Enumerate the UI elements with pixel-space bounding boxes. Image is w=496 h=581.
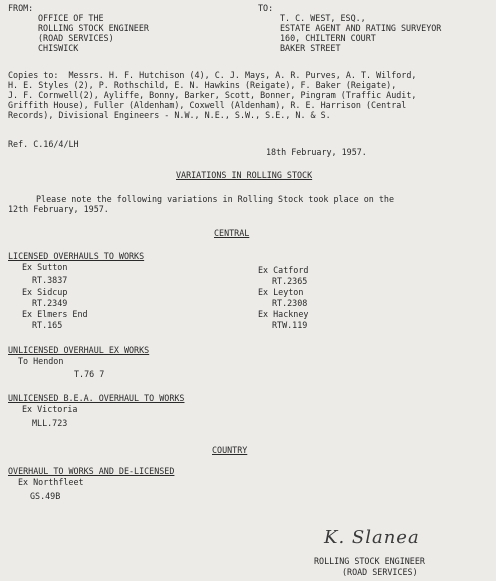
country-heading: COUNTRY [212, 445, 248, 455]
copies-line-3: J. F. Cornwell(2), Ayliffe, Bonny, Barker, Scott, Bonner, Pingram (Traffic Audit, [8, 90, 417, 100]
signatory-title-2: (ROAD SERVICES) [342, 567, 418, 577]
licensed-vehicle-5: RT.2308 [272, 298, 308, 308]
licensed-from-3: Ex Elmers End [22, 309, 88, 319]
copies-line-4: Griffith House), Fuller (Aldenham), Coxwell (Aldenham), R. E. Harrison (Central [8, 100, 407, 110]
licensed-vehicle-4: RT.2365 [272, 276, 308, 286]
licensed-vehicle-1: RT.3837 [32, 275, 68, 285]
country-overhaul-heading: OVERHAUL TO WORKS AND DE-LICENSED [8, 466, 175, 476]
from-line-4: CHISWICK [38, 43, 79, 53]
from-line-2: ROLLING STOCK ENGINEER [38, 23, 149, 33]
to-line-2: ESTATE AGENT AND RATING SURVEYOR [280, 23, 442, 33]
intro-line-1: Please note the following variations in Rolling Stock took place on the [36, 194, 394, 204]
bea-from: Ex Victoria [22, 404, 78, 414]
bea-vehicle: MLL.723 [32, 418, 68, 428]
from-line-1: OFFICE OF THE [38, 13, 104, 23]
from-line-3: (ROAD SERVICES) [38, 33, 114, 43]
country-vehicle: GS.49B [30, 491, 61, 501]
licensed-from-1: Ex Sutton [22, 262, 68, 272]
date: 18th February, 1957. [266, 147, 367, 157]
central-heading: CENTRAL [214, 228, 250, 238]
unlicensed-overhaul-heading: UNLICENSED OVERHAUL EX WORKS [8, 345, 150, 355]
handwritten-signature: K. Slanea [324, 527, 420, 548]
to-label: TO: [258, 3, 274, 13]
copies-line-5: Records), Divisional Engineers - N.W., N.E., S.W., S.E., N. & S. [8, 110, 331, 120]
licensed-overhauls-heading: LICENSED OVERHAULS TO WORKS [8, 251, 145, 261]
signatory-title-1: ROLLING STOCK ENGINEER [314, 556, 425, 566]
unlicensed-destination: To Hendon [18, 356, 64, 366]
country-from: Ex Northfleet [18, 477, 84, 487]
bea-overhaul-heading: UNLICENSED B.E.A. OVERHAUL TO WORKS [8, 393, 185, 403]
copies-line-2: H. E. Styles (2), P. Rothschild, E. N. Hawkins (Reigate), F. Baker (Reigate), [8, 80, 397, 90]
to-line-1: T. C. WEST, ESQ., [280, 13, 366, 23]
to-line-3: 160, CHILTERN COURT [280, 33, 376, 43]
licensed-vehicle-2: RT.2349 [32, 298, 68, 308]
licensed-from-6: Ex Hackney [258, 309, 309, 319]
from-label: FROM: [8, 3, 34, 13]
licensed-from-5: Ex Leyton [258, 287, 304, 297]
intro-line-2: 12th February, 1957. [8, 204, 109, 214]
licensed-from-4: Ex Catford [258, 265, 309, 275]
copies-line-1: Copies to: Messrs. H. F. Hutchison (4), C. J. Mays, A. R. Purves, A. T. Wilford, [8, 70, 417, 80]
to-line-4: BAKER STREET [280, 43, 341, 53]
unlicensed-vehicle: T.76 7 [74, 369, 105, 379]
licensed-vehicle-6: RTW.119 [272, 320, 308, 330]
licensed-from-2: Ex Sidcup [22, 287, 68, 297]
licensed-vehicle-3: RT.165 [32, 320, 63, 330]
subject-heading: VARIATIONS IN ROLLING STOCK [176, 170, 313, 180]
reference: Ref. C.16/4/LH [8, 139, 79, 149]
